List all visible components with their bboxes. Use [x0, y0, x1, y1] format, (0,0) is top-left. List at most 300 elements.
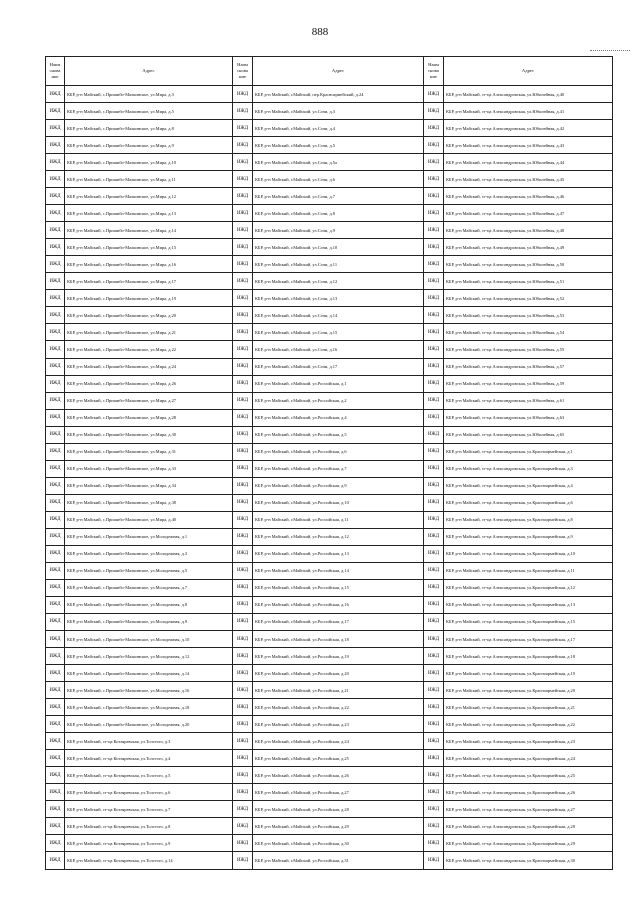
building-type-cell: ИЖД: [233, 460, 253, 477]
address-cell: КБР, р-н Майский, ст-ца Александровская, ул.Красноармейская, д.27: [444, 801, 613, 818]
address-cell: КБР, р-н Майский, ст-ца Александровская, ул.Юбилейная, д.51: [444, 273, 613, 290]
address-cell: КБР, р-н Майский, с.Пришибо-Малкинское, ул.Мира, д.19: [65, 290, 233, 307]
address-cell: КБР, р-н Майский, г.Майский, ул.Российская, д.4: [253, 409, 424, 426]
building-type-cell: ИЖД: [424, 443, 444, 460]
table-row: [46, 392, 613, 409]
address-cell: КБР, р-н Майский, с.Пришибо-Малкинское, ул.Мира, д.11: [65, 171, 233, 188]
table-row: [46, 86, 613, 103]
table-row: [46, 205, 613, 222]
building-type-cell: ИЖД: [424, 358, 444, 375]
address-cell: КБР, р-н Майский, г.Майский, ул.Российская, д.23: [253, 716, 424, 733]
building-type-cell: ИЖД: [424, 835, 444, 852]
building-type-cell: ИЖД: [46, 613, 65, 630]
address-cell: КБР, р-н Майский, с.Пришибо-Малкинское, ул.Мира, д.12: [65, 188, 233, 205]
table-row: [46, 375, 613, 392]
address-cell: КБР, р-н Майский, ст-ца Александровская, ул.Юбилейная, д.50: [444, 256, 613, 273]
address-cell: КБР, р-н Майский, г.Майский, ул.Сочи, д.11: [253, 256, 424, 273]
building-type-cell: ИЖД: [424, 562, 444, 579]
address-cell: КБР, р-н Майский, с.Пришибо-Малкинское, ул.Молодежная, д.8: [65, 596, 233, 613]
address-cell: КБР, р-н Майский, г.Майский, ул.Российская, д.18: [253, 631, 424, 648]
address-cell: КБР, р-н Майский, ст-ца Александровская, ул.Красноармейская, д.19: [444, 665, 613, 682]
building-type-cell: ИЖД: [233, 273, 253, 290]
address-cell: КБР, р-н Майский, ст-ца Александровская, ул.Юбилейная, д.41: [444, 103, 613, 120]
table-row: [46, 409, 613, 426]
table-row: [46, 443, 613, 460]
table-row: [46, 341, 613, 358]
building-type-cell: ИЖД: [424, 137, 444, 154]
address-cell: КБР, р-н Майский, г.Майский, ул.Российская, д.1: [253, 375, 424, 392]
address-cell: КБР, р-н Майский, ст-ца Александровская, ул.Красноармейская, д.30: [444, 852, 613, 870]
address-cell: КБР, р-н Майский, ст-ца Александровская, ул.Красноармейская, д.17: [444, 631, 613, 648]
header-type: Наим снова ние: [424, 57, 444, 86]
building-type-cell: ИЖД: [46, 494, 65, 511]
building-type-cell: ИЖД: [233, 409, 253, 426]
building-type-cell: ИЖД: [424, 392, 444, 409]
building-type-cell: ИЖД: [46, 256, 65, 273]
building-type-cell: ИЖД: [233, 545, 253, 562]
table-row: [46, 324, 613, 341]
building-type-cell: ИЖД: [233, 682, 253, 699]
address-cell: КБР, р-н Майский, г.Майский, пер.Красноармейский, д.24: [253, 86, 424, 103]
building-type-cell: ИЖД: [233, 154, 253, 171]
address-cell: КБР, р-н Майский, ст-ца Александровская, ул.Красноармейская, д.10: [444, 545, 613, 562]
address-cell: КБР, р-н Майский, ст-ца Александровская, ул.Красноармейская, д.26: [444, 784, 613, 801]
address-cell: КБР, р-н Майский, г.Майский, ул.Сочи, д.14: [253, 307, 424, 324]
address-cell: КБР, р-н Майский, г.Майский, ул.Российская, д.15: [253, 579, 424, 596]
table-row: [46, 290, 613, 307]
address-cell: КБР, р-н Майский, с.Пришибо-Малкинское, ул.Мира, д.24: [65, 358, 233, 375]
table-row: [46, 358, 613, 375]
address-cell: КБР, р-н Майский, ст-ца Александровская, ул.Юбилейная, д.40: [444, 86, 613, 103]
address-table: [45, 56, 613, 870]
address-cell: КБР, р-н Майский, ст-ца Александровская, ул.Юбилейная, д.63: [444, 409, 613, 426]
address-cell: КБР, р-н Майский, г.Майский, ул.Сочи, д.9: [253, 222, 424, 239]
building-type-cell: ИЖД: [46, 750, 65, 767]
building-type-cell: ИЖД: [46, 239, 65, 256]
table-row: [46, 733, 613, 750]
building-type-cell: ИЖД: [233, 596, 253, 613]
building-type-cell: ИЖД: [424, 477, 444, 494]
address-cell: КБР, р-н Майский, с.Пришибо-Малкинское, ул.Мира, д.10: [65, 154, 233, 171]
building-type-cell: ИЖД: [424, 409, 444, 426]
table-row: [46, 188, 613, 205]
building-type-cell: ИЖД: [46, 699, 65, 716]
building-type-cell: ИЖД: [233, 290, 253, 307]
address-cell: КБР, р-н Майский, г.Майский, ул.Российская, д.14: [253, 562, 424, 579]
building-type-cell: ИЖД: [233, 665, 253, 682]
address-cell: КБР, р-н Майский, г.Майский, ул.Сочи, д.5: [253, 137, 424, 154]
building-type-cell: ИЖД: [233, 307, 253, 324]
table-row: [46, 511, 613, 528]
scan-artifact-line: [590, 50, 630, 52]
building-type-cell: ИЖД: [424, 188, 444, 205]
building-type-cell: ИЖД: [233, 699, 253, 716]
header-type: Наим снова ние: [233, 57, 253, 86]
address-cell: КБР, р-н Майский, ст-ца Александровская, ул.Красноармейская, д.29: [444, 835, 613, 852]
table-body: [46, 86, 613, 870]
address-cell: КБР, р-н Майский, с.Пришибо-Малкинское, ул.Молодежная, д.3: [65, 545, 233, 562]
address-cell: КБР, р-н Майский, г.Майский, ул.Российская, д.28: [253, 801, 424, 818]
table-row: [46, 426, 613, 443]
building-type-cell: ИЖД: [46, 205, 65, 222]
building-type-cell: ИЖД: [233, 188, 253, 205]
address-cell: КБР, р-н Майский, с.Пришибо-Малкинское, ул.Мира, д.17: [65, 273, 233, 290]
address-cell: КБР, р-н Майский, с.Пришибо-Малкинское, ул.Мира, д.33: [65, 460, 233, 477]
address-cell: КБР, р-н Майский, ст-ца Александровская, ул.Красноармейская, д.12: [444, 579, 613, 596]
building-type-cell: ИЖД: [46, 648, 65, 665]
address-cell: КБР, р-н Майский, ст-ца Александровская, ул.Красноармейская, д.24: [444, 750, 613, 767]
address-cell: КБР, р-н Майский, ст-ца Александровская, ул.Красноармейская, д.8: [444, 511, 613, 528]
address-cell: КБР, р-н Майский, с.Пришибо-Малкинское, ул.Мира, д.16: [65, 256, 233, 273]
address-cell: КБР, р-н Майский, ст-ца Александровская, ул.Красноармейская, д.18: [444, 648, 613, 665]
address-cell: КБР, р-н Майский, г.Майский, ул.Российская, д.27: [253, 784, 424, 801]
address-cell: КБР, р-н Майский, ст-ца Александровская, ул.Юбилейная, д.44: [444, 154, 613, 171]
address-cell: КБР, р-н Майский, с.Пришибо-Малкинское, ул.Мира, д.22: [65, 341, 233, 358]
address-cell: КБР, р-н Майский, г.Майский, ул.Сочи, д.10: [253, 239, 424, 256]
table-row: [46, 137, 613, 154]
building-type-cell: ИЖД: [233, 631, 253, 648]
table-row: [46, 256, 613, 273]
building-type-cell: ИЖД: [46, 665, 65, 682]
table-row: [46, 699, 613, 716]
building-type-cell: ИЖД: [424, 579, 444, 596]
building-type-cell: ИЖД: [233, 171, 253, 188]
address-cell: КБР, р-н Майский, ст-ца Котляревская, ул.Толстого, д.9: [65, 835, 233, 852]
building-type-cell: ИЖД: [46, 188, 65, 205]
address-cell: КБР, р-н Майский, г.Майский, ул.Сочи, д.3: [253, 103, 424, 120]
address-cell: КБР, р-н Майский, г.Майский, ул.Российская, д.11: [253, 511, 424, 528]
address-cell: КБР, р-н Майский, ст-ца Александровская, ул.Красноармейская, д.21: [444, 699, 613, 716]
address-cell: КБР, р-н Майский, ст-ца Александровская, ул.Красноармейская, д.15: [444, 613, 613, 630]
building-type-cell: ИЖД: [46, 682, 65, 699]
address-cell: КБР, р-н Майский, с.Пришибо-Малкинское, ул.Мира, д.26: [65, 375, 233, 392]
address-cell: КБР, р-н Майский, г.Майский, ул.Российская, д.22: [253, 699, 424, 716]
address-cell: КБР, р-н Майский, с.Пришибо-Малкинское, ул.Молодежная, д.1: [65, 528, 233, 545]
building-type-cell: ИЖД: [424, 205, 444, 222]
building-type-cell: ИЖД: [46, 545, 65, 562]
building-type-cell: ИЖД: [233, 733, 253, 750]
building-type-cell: ИЖД: [46, 852, 65, 870]
address-cell: КБР, р-н Майский, г.Майский, ул.Российская, д.12: [253, 528, 424, 545]
building-type-cell: ИЖД: [424, 273, 444, 290]
building-type-cell: ИЖД: [424, 426, 444, 443]
table-row: [46, 460, 613, 477]
address-cell: КБР, р-н Майский, ст-ца Котляревская, ул.Толстого, д.3: [65, 733, 233, 750]
building-type-cell: ИЖД: [233, 511, 253, 528]
building-type-cell: ИЖД: [46, 579, 65, 596]
table-row: [46, 562, 613, 579]
header-address: Адрес: [253, 57, 424, 86]
building-type-cell: ИЖД: [46, 511, 65, 528]
address-cell: КБР, р-н Майский, ст-ца Александровская, ул.Юбилейная, д.57: [444, 358, 613, 375]
address-cell: КБР, р-н Майский, ст-ца Александровская, ул.Юбилейная, д.54: [444, 324, 613, 341]
building-type-cell: ИЖД: [233, 256, 253, 273]
address-cell: КБР, р-н Майский, с.Пришибо-Малкинское, ул.Молодежная, д.10: [65, 631, 233, 648]
building-type-cell: ИЖД: [233, 750, 253, 767]
building-type-cell: ИЖД: [233, 239, 253, 256]
building-type-cell: ИЖД: [424, 716, 444, 733]
building-type-cell: ИЖД: [46, 426, 65, 443]
building-type-cell: ИЖД: [46, 835, 65, 852]
building-type-cell: ИЖД: [233, 852, 253, 870]
table-row: [46, 852, 613, 870]
building-type-cell: ИЖД: [424, 324, 444, 341]
address-cell: КБР, р-н Майский, ст-ца Александровская, ул.Юбилейная, д.59: [444, 375, 613, 392]
address-cell: КБР, р-н Майский, г.Майский, ул.Сочи, д.12: [253, 273, 424, 290]
address-cell: КБР, р-н Майский, г.Майский, ул.Российская, д.5: [253, 426, 424, 443]
address-cell: КБР, р-н Майский, с.Пришибо-Малкинское, ул.Мира, д.30: [65, 426, 233, 443]
building-type-cell: ИЖД: [424, 545, 444, 562]
building-type-cell: ИЖД: [424, 733, 444, 750]
building-type-cell: ИЖД: [424, 120, 444, 137]
address-cell: КБР, р-н Майский, г.Майский, ул.Российская, д.29: [253, 818, 424, 835]
building-type-cell: ИЖД: [46, 375, 65, 392]
building-type-cell: ИЖД: [46, 86, 65, 103]
building-type-cell: ИЖД: [46, 716, 65, 733]
address-cell: КБР, р-н Майский, г.Майский, ул.Российская, д.17: [253, 613, 424, 630]
address-cell: КБР, р-н Майский, ст-ца Александровская, ул.Красноармейская, д.13: [444, 596, 613, 613]
address-cell: КБР, р-н Майский, г.Майский, ул.Российская, д.21: [253, 682, 424, 699]
header-type: Наим снова ние: [46, 57, 65, 86]
address-cell: КБР, р-н Майский, ст-ца Александровская, ул.Юбилейная, д.47: [444, 205, 613, 222]
building-type-cell: ИЖД: [233, 835, 253, 852]
address-cell: КБР, р-н Майский, г.Майский, ул.Российская, д.31: [253, 852, 424, 870]
building-type-cell: ИЖД: [233, 137, 253, 154]
address-cell: КБР, р-н Майский, с.Пришибо-Малкинское, ул.Молодежная, д.20: [65, 716, 233, 733]
table-row: [46, 579, 613, 596]
address-cell: КБР, р-н Майский, ст-ца Александровская, ул.Красноармейская, д.9: [444, 528, 613, 545]
address-cell: КБР, р-н Майский, ст-ца Александровская, ул.Юбилейная, д.45: [444, 171, 613, 188]
address-cell: КБР, р-н Майский, г.Майский, ул.Российская, д.9: [253, 477, 424, 494]
address-cell: КБР, р-н Майский, с.Пришибо-Малкинское, ул.Молодежная, д.7: [65, 579, 233, 596]
address-cell: КБР, р-н Майский, г.Майский, ул.Сочи, д.4: [253, 120, 424, 137]
address-cell: КБР, р-н Майский, ст-ца Александровская, ул.Юбилейная, д.42: [444, 120, 613, 137]
building-type-cell: ИЖД: [424, 341, 444, 358]
building-type-cell: ИЖД: [46, 528, 65, 545]
table-row: [46, 665, 613, 682]
building-type-cell: ИЖД: [46, 477, 65, 494]
building-type-cell: ИЖД: [233, 103, 253, 120]
address-cell: КБР, р-н Майский, ст-ца Александровская, ул.Юбилейная, д.52: [444, 290, 613, 307]
table-header-row: [46, 57, 613, 86]
building-type-cell: ИЖД: [424, 699, 444, 716]
building-type-cell: ИЖД: [46, 290, 65, 307]
address-cell: КБР, р-н Майский, г.Майский, ул.Российская, д.26: [253, 767, 424, 784]
building-type-cell: ИЖД: [233, 426, 253, 443]
address-cell: КБР, р-н Майский, с.Пришибо-Малкинское, ул.Молодежная, д.14: [65, 665, 233, 682]
address-cell: КБР, р-н Майский, г.Майский, ул.Российская, д.25: [253, 750, 424, 767]
address-cell: КБР, р-н Майский, с.Пришибо-Малкинское, ул.Мира, д.14: [65, 222, 233, 239]
address-cell: КБР, р-н Майский, с.Пришибо-Малкинское, ул.Мира, д.3: [65, 86, 233, 103]
address-cell: КБР, р-н Майский, ст-ца Александровская, ул.Юбилейная, д.43: [444, 137, 613, 154]
address-cell: КБР, р-н Майский, ст-ца Александровская, ул.Красноармейская, д.28: [444, 818, 613, 835]
address-cell: КБР, р-н Майский, ст-ца Александровская, ул.Юбилейная, д.49: [444, 239, 613, 256]
building-type-cell: ИЖД: [233, 648, 253, 665]
building-type-cell: ИЖД: [233, 392, 253, 409]
address-cell: КБР, р-н Майский, г.Майский, ул.Сочи, д.16: [253, 341, 424, 358]
building-type-cell: ИЖД: [233, 767, 253, 784]
building-type-cell: ИЖД: [233, 613, 253, 630]
building-type-cell: ИЖД: [233, 494, 253, 511]
address-cell: КБР, р-н Майский, г.Майский, ул.Сочи, д.17: [253, 358, 424, 375]
building-type-cell: ИЖД: [424, 375, 444, 392]
address-cell: КБР, р-н Майский, с.Пришибо-Малкинское, ул.Мира, д.13: [65, 205, 233, 222]
building-type-cell: ИЖД: [46, 120, 65, 137]
table-row: [46, 716, 613, 733]
building-type-cell: ИЖД: [46, 392, 65, 409]
table-row: [46, 818, 613, 835]
address-cell: КБР, р-н Майский, с.Пришибо-Малкинское, ул.Молодежная, д.5: [65, 562, 233, 579]
building-type-cell: ИЖД: [46, 767, 65, 784]
address-cell: КБР, р-н Майский, ст-ца Александровская, ул.Юбилейная, д.61: [444, 392, 613, 409]
building-type-cell: ИЖД: [424, 750, 444, 767]
building-type-cell: ИЖД: [424, 103, 444, 120]
address-cell: КБР, р-н Майский, г.Майский, ул.Российская, д.30: [253, 835, 424, 852]
table-row: [46, 273, 613, 290]
address-cell: КБР, р-н Майский, ст-ца Александровская, ул.Юбилейная, д.53: [444, 307, 613, 324]
building-type-cell: ИЖД: [46, 171, 65, 188]
table-row: [46, 682, 613, 699]
building-type-cell: ИЖД: [233, 341, 253, 358]
address-cell: КБР, р-н Майский, с.Пришибо-Малкинское, ул.Мира, д.8: [65, 120, 233, 137]
building-type-cell: ИЖД: [46, 818, 65, 835]
building-type-cell: ИЖД: [424, 86, 444, 103]
building-type-cell: ИЖД: [233, 818, 253, 835]
building-type-cell: ИЖД: [233, 120, 253, 137]
building-type-cell: ИЖД: [424, 665, 444, 682]
address-cell: КБР, р-н Майский, г.Майский, ул.Российская, д.24: [253, 733, 424, 750]
building-type-cell: ИЖД: [46, 154, 65, 171]
address-cell: КБР, р-н Майский, г.Майский, ул.Сочи, д.7: [253, 188, 424, 205]
address-cell: КБР, р-н Майский, ст-ца Александровская, ул.Красноармейская, д.3: [444, 460, 613, 477]
building-type-cell: ИЖД: [424, 631, 444, 648]
address-cell: КБР, р-н Майский, с.Пришибо-Малкинское, ул.Мира, д.28: [65, 409, 233, 426]
table-row: [46, 154, 613, 171]
building-type-cell: ИЖД: [233, 324, 253, 341]
address-cell: КБР, р-н Майский, ст-ца Александровская, ул.Красноармейская, д.20: [444, 682, 613, 699]
building-type-cell: ИЖД: [424, 290, 444, 307]
building-type-cell: ИЖД: [424, 154, 444, 171]
building-type-cell: ИЖД: [424, 256, 444, 273]
building-type-cell: ИЖД: [46, 273, 65, 290]
address-cell: КБР, р-н Майский, г.Майский, ул.Российская, д.6: [253, 443, 424, 460]
building-type-cell: ИЖД: [46, 409, 65, 426]
address-cell: КБР, р-н Майский, ст-ца Александровская, ул.Красноармейская, д.1: [444, 443, 613, 460]
table-row: [46, 307, 613, 324]
table-row: [46, 477, 613, 494]
address-cell: КБР, р-н Майский, ст-ца Котляревская, ул.Толстого, д.7: [65, 801, 233, 818]
building-type-cell: ИЖД: [46, 341, 65, 358]
address-cell: КБР, р-н Майский, с.Пришибо-Малкинское, ул.Молодежная, д.16: [65, 682, 233, 699]
address-cell: КБР, р-н Майский, с.Пришибо-Малкинское, ул.Мира, д.9: [65, 137, 233, 154]
building-type-cell: ИЖД: [233, 443, 253, 460]
building-type-cell: ИЖД: [46, 358, 65, 375]
address-cell: КБР, р-н Майский, с.Пришибо-Малкинское, ул.Мира, д.21: [65, 324, 233, 341]
table-row: [46, 613, 613, 630]
building-type-cell: ИЖД: [424, 494, 444, 511]
building-type-cell: ИЖД: [424, 222, 444, 239]
building-type-cell: ИЖД: [233, 375, 253, 392]
address-cell: КБР, р-н Майский, с.Пришибо-Малкинское, ул.Мира, д.27: [65, 392, 233, 409]
address-cell: КБР, р-н Майский, ст-ца Александровская, ул.Юбилейная, д.46: [444, 188, 613, 205]
building-type-cell: ИЖД: [46, 443, 65, 460]
building-type-cell: ИЖД: [46, 562, 65, 579]
building-type-cell: ИЖД: [233, 579, 253, 596]
building-type-cell: ИЖД: [424, 818, 444, 835]
header-address: Адрес: [444, 57, 613, 86]
address-cell: КБР, р-н Майский, с.Пришибо-Малкинское, ул.Мира, д.34: [65, 477, 233, 494]
table-row: [46, 222, 613, 239]
address-cell: КБР, р-н Майский, г.Майский, ул.Российская, д.16: [253, 596, 424, 613]
building-type-cell: ИЖД: [46, 733, 65, 750]
building-type-cell: ИЖД: [46, 307, 65, 324]
building-type-cell: ИЖД: [424, 767, 444, 784]
building-type-cell: ИЖД: [46, 801, 65, 818]
address-cell: КБР, р-н Майский, г.Майский, ул.Российская, д.7: [253, 460, 424, 477]
address-cell: КБР, р-н Майский, г.Майский, ул.Российская, д.10: [253, 494, 424, 511]
address-cell: КБР, р-н Майский, с.Пришибо-Малкинское, ул.Мира, д.40: [65, 511, 233, 528]
page-number: 888: [311, 26, 329, 38]
building-type-cell: ИЖД: [233, 801, 253, 818]
building-type-cell: ИЖД: [424, 171, 444, 188]
table-row: [46, 835, 613, 852]
table-row: [46, 103, 613, 120]
building-type-cell: ИЖД: [233, 477, 253, 494]
building-type-cell: ИЖД: [424, 239, 444, 256]
address-cell: КБР, р-н Майский, ст-ца Александровская, ул.Юбилейная, д.55: [444, 341, 613, 358]
building-type-cell: ИЖД: [424, 682, 444, 699]
building-type-cell: ИЖД: [424, 648, 444, 665]
address-cell: КБР, р-н Майский, с.Пришибо-Малкинское, ул.Мира, д.38: [65, 494, 233, 511]
building-type-cell: ИЖД: [233, 562, 253, 579]
address-cell: КБР, р-н Майский, г.Майский, ул.Российская, д.19: [253, 648, 424, 665]
address-cell: КБР, р-н Майский, г.Майский, ул.Сочи, д.6: [253, 171, 424, 188]
address-cell: КБР, р-н Майский, ст-ца Александровская, ул.Красноармейская, д.6: [444, 494, 613, 511]
table-row: [46, 631, 613, 648]
building-type-cell: ИЖД: [233, 358, 253, 375]
address-cell: КБР, р-н Майский, ст-ца Александровская, ул.Юбилейная, д.48: [444, 222, 613, 239]
address-cell: КБР, р-н Майский, с.Пришибо-Малкинское, ул.Молодежная, д.9: [65, 613, 233, 630]
address-cell: КБР, р-н Майский, г.Майский, ул.Российская, д.20: [253, 665, 424, 682]
address-cell: КБР, р-н Майский, ст-ца Александровская, ул.Красноармейская, д.22: [444, 716, 613, 733]
address-cell: КБР, р-н Майский, ст-ца Котляревская, ул.Толстого, д.6: [65, 784, 233, 801]
building-type-cell: ИЖД: [46, 137, 65, 154]
address-cell: КБР, р-н Майский, ст-ца Котляревская, ул.Толстого, д.4: [65, 750, 233, 767]
table-row: [46, 648, 613, 665]
building-type-cell: ИЖД: [233, 716, 253, 733]
address-cell: КБР, р-н Майский, ст-ца Котляревская, ул.Толстого, д.14: [65, 852, 233, 870]
building-type-cell: ИЖД: [46, 103, 65, 120]
building-type-cell: ИЖД: [424, 460, 444, 477]
building-type-cell: ИЖД: [46, 784, 65, 801]
address-cell: КБР, р-н Майский, ст-ца Александровская, ул.Юбилейная, д.65: [444, 426, 613, 443]
building-type-cell: ИЖД: [233, 528, 253, 545]
table-row: [46, 120, 613, 137]
table-row: [46, 528, 613, 545]
address-cell: КБР, р-н Майский, ст-ца Александровская, ул.Красноармейская, д.23: [444, 733, 613, 750]
table-row: [46, 494, 613, 511]
address-cell: КБР, р-н Майский, г.Майский, ул.Сочи, д.15: [253, 324, 424, 341]
address-cell: КБР, р-н Майский, с.Пришибо-Малкинское, ул.Молодежная, д.18: [65, 699, 233, 716]
building-type-cell: ИЖД: [46, 631, 65, 648]
address-cell: КБР, р-н Майский, г.Майский, ул.Российская, д.13: [253, 545, 424, 562]
building-type-cell: ИЖД: [424, 596, 444, 613]
address-cell: КБР, р-н Майский, г.Майский, ул.Сочи, д.13: [253, 290, 424, 307]
building-type-cell: ИЖД: [46, 324, 65, 341]
table-row: [46, 784, 613, 801]
address-cell: КБР, р-н Майский, ст-ца Котляревская, ул.Толстого, д.5: [65, 767, 233, 784]
building-type-cell: ИЖД: [233, 205, 253, 222]
